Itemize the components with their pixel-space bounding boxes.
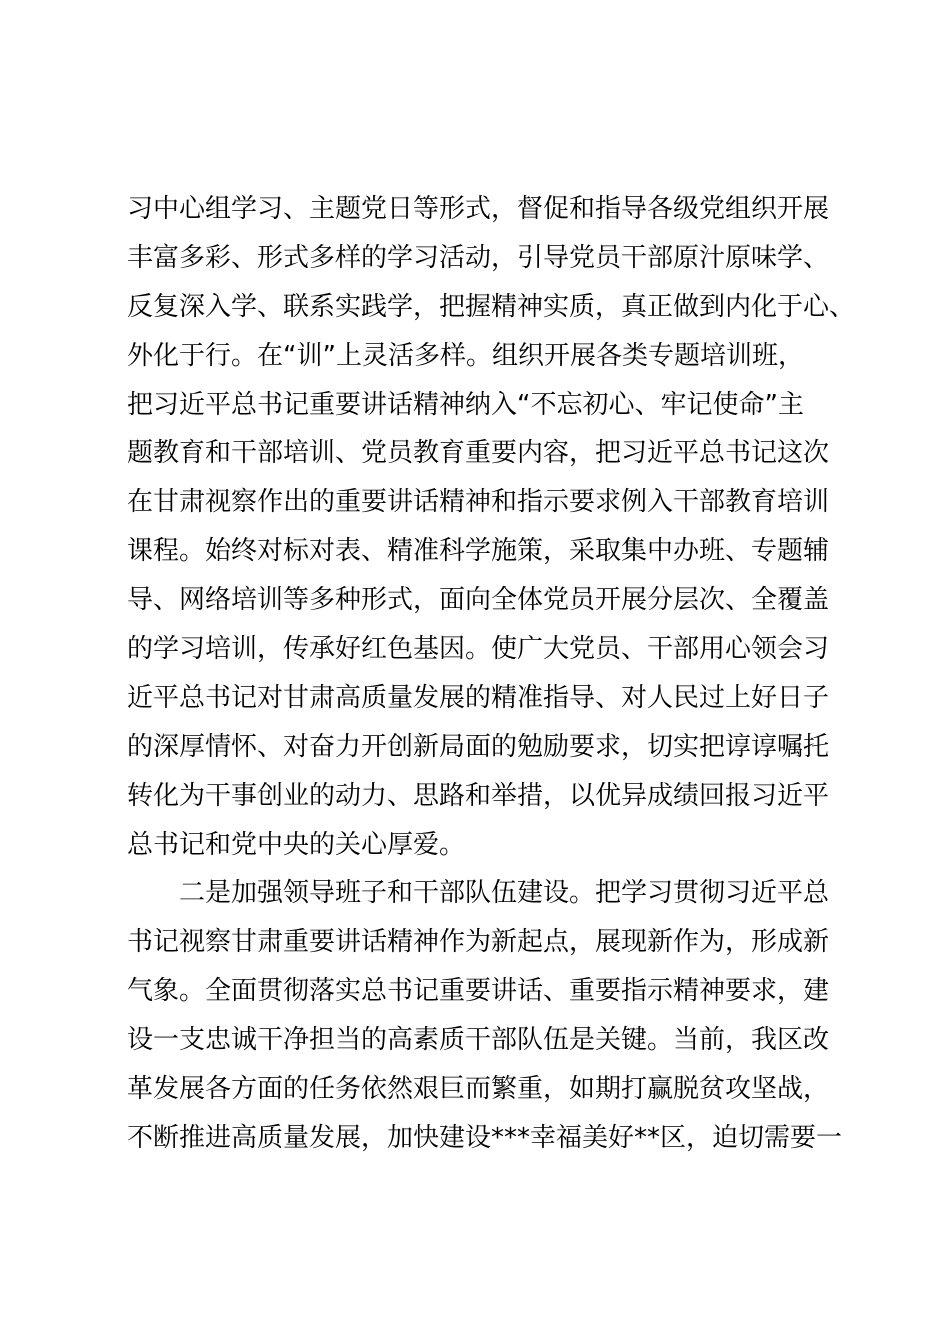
text-line: 丰富多彩、形式多样的学习活动，引导党员干部原汁原味学、 (127, 242, 830, 273)
body-text (127, 185, 856, 1163)
text-line: 转化为干事创业的动力、思路和举措，以优异成绩回报习近平 (127, 780, 830, 811)
text-line: 的深厚情怀、对奋力开创新局面的勉励要求，切实把谆谆嘱托 (127, 731, 830, 762)
text-line: 在甘肃视察作出的重要讲话精神和指示要求例入干部教育培训 (127, 487, 830, 518)
text-line: 的学习培训，传承好红色基因。使广大党员、干部用心领会习 (127, 634, 830, 665)
text-line: 气象。全面贯彻落实总书记重要讲话、重要指示精神要求，建 (127, 976, 830, 1007)
text-line: 题教育和干部培训、党员教育重要内容，把习近平总书记这次 (127, 438, 830, 469)
text-line: 习中心组学习、主题党日等形式，督促和指导各级党组织开展 (127, 194, 830, 224)
text-line: 不断推进高质量发展，加快建设***幸福美好**区，迫切需要一 (127, 1122, 843, 1153)
text-line: 课程。始终对标对表、精准科学施策，采取集中办班、专题辅 (127, 536, 830, 567)
text-line: 导、网络培训等多种形式，面向全体党员开展分层次、全覆盖 (127, 585, 830, 616)
text-line: 书记视察甘肃重要讲话精神作为新起点，展现新作为，形成新 (127, 927, 830, 958)
text-line: 反复深入学、联系实践学，把握精神实质，真正做到内化于心、 (127, 291, 856, 322)
text-line: 设一支忠诚干净担当的高素质干部队伍是关键。当前，我区改 (127, 1025, 830, 1056)
text-line: 近平总书记对甘肃高质量发展的精准指导、对人民过上好日子 (127, 682, 830, 713)
text-line: 外化于行。在“训”上灵活多样。组织开展各类专题培训班， (127, 340, 804, 371)
text-line: 总书记和党中央的关心厚爱。 (127, 829, 466, 860)
paragraph-start-line: 二是加强领导班子和干部队伍建设。把学习贯彻习近平总 (179, 878, 830, 909)
text-line: 把习近平总书记重要讲话精神纳入“不忘初心、牢记使命”主 (127, 389, 804, 420)
text-line: 革发展各方面的任务依然艰巨而繁重，如期打赢脱贫攻坚战， (127, 1074, 830, 1105)
